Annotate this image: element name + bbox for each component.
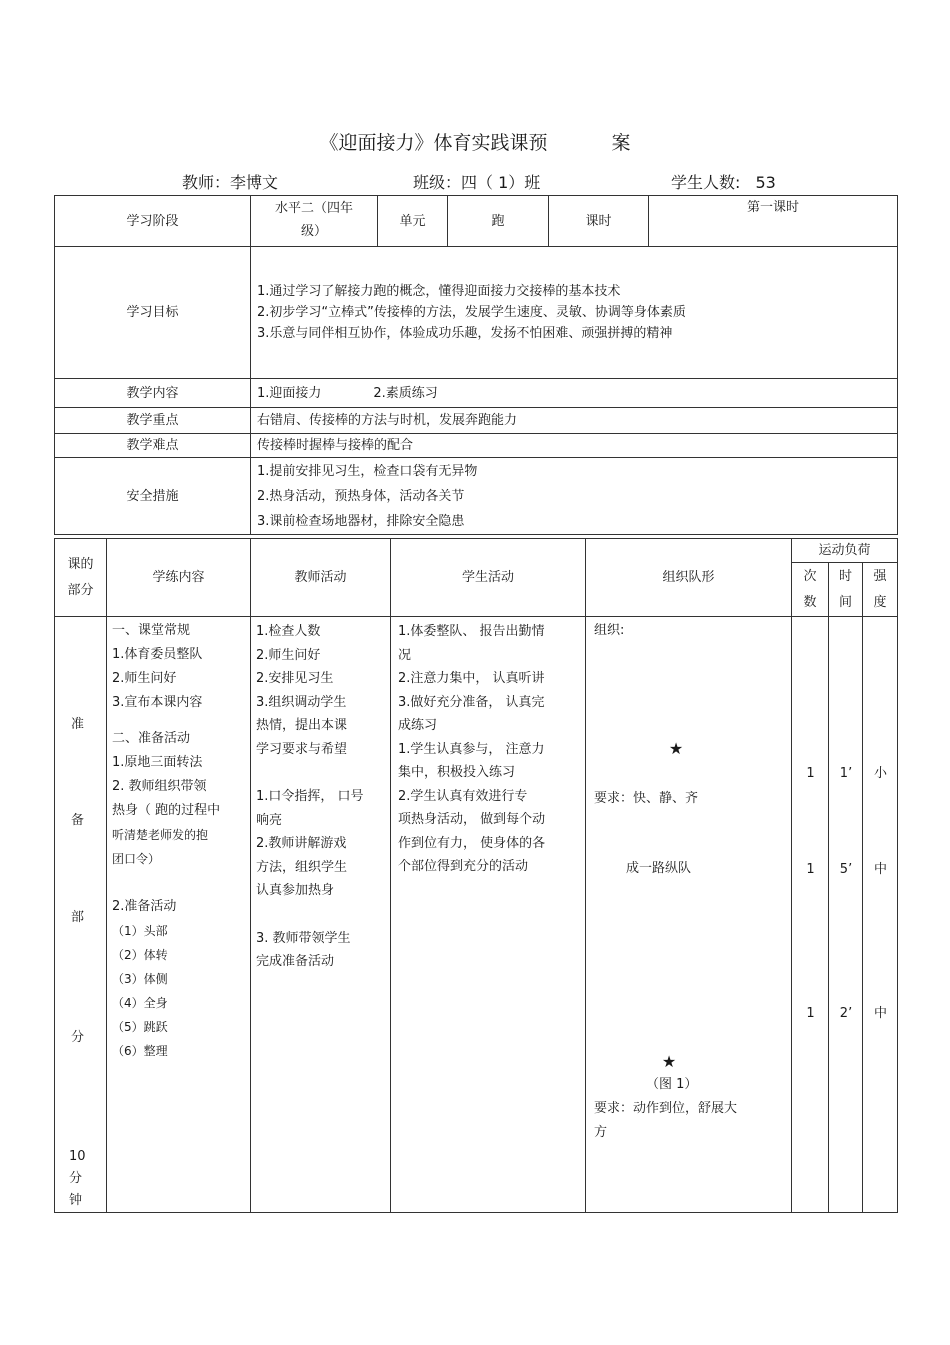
title-tail: 案 bbox=[611, 132, 631, 154]
student-activity-cell bbox=[391, 617, 586, 1213]
stage-value: 水平二（四年 级） bbox=[251, 196, 378, 247]
content-value: 1.迎面接力 2.素质练习 bbox=[251, 379, 898, 408]
difficulty-label: 教学难点 bbox=[55, 434, 251, 458]
safety-label: 安全措施 bbox=[55, 458, 251, 535]
student-line: 集中，积极投入练习 bbox=[398, 765, 516, 780]
goal-item: 1.通过学习了解接力跑的概念，懂得迎面接力交接棒的基本技术 bbox=[257, 284, 621, 299]
teacher-line: 响亮 bbox=[256, 812, 283, 828]
title-main: 《迎面接力》体育实践课预 bbox=[319, 132, 548, 154]
practice-line: （5）跳跃 bbox=[112, 1020, 168, 1034]
formation-requirement-2: 要求：动作到位，舒展大 方 bbox=[594, 1101, 738, 1140]
practice-line: 1.原地三面转法 bbox=[112, 755, 203, 770]
student-line: 2.注意力集中， 认真听讲 bbox=[398, 671, 545, 686]
difficulty-value: 传接棒时握棒与接棒的配合 bbox=[251, 434, 898, 458]
practice-line: 2.准备活动 bbox=[112, 899, 177, 914]
teacher-line bbox=[256, 903, 390, 927]
safety-item: 3.课前检查场地器材，排除安全隐患 bbox=[257, 513, 465, 529]
teacher-line: 热情，提出本课 bbox=[256, 718, 348, 733]
safety-item: 2.热身活动，预热身体，活动各关节 bbox=[257, 488, 465, 504]
goals-list bbox=[251, 247, 898, 379]
teacher-line: 完成准备活动 bbox=[256, 954, 335, 969]
header-intensity: 强 度 bbox=[863, 563, 898, 617]
unit-value: 跑 bbox=[448, 196, 549, 247]
teacher-line: 方法，组织学生 bbox=[256, 859, 348, 875]
practice-line: （1）头部 bbox=[112, 924, 168, 938]
header-formation: 组织队形 bbox=[586, 539, 792, 617]
teacher-line: 2.安排见习生 bbox=[256, 671, 334, 686]
document-title bbox=[0, 128, 950, 155]
student-line: 项热身活动， 做到每个动 bbox=[398, 812, 546, 827]
load-times: 1 bbox=[806, 766, 815, 781]
teacher-line: 2.教师讲解游戏 bbox=[256, 836, 347, 851]
teacher-line: 1.口令指挥， 口号 bbox=[256, 789, 364, 804]
unit-label: 单元 bbox=[378, 196, 448, 247]
class-info: 班级：四（ 1）班 bbox=[413, 173, 541, 192]
content-label: 教学内容 bbox=[55, 379, 251, 408]
goal-item: 2.初步学习“立棒式”传接棒的方法，发展学生速度、灵敏、协调等身体素质 bbox=[257, 305, 686, 320]
student-line: 成练习 bbox=[398, 718, 438, 733]
stage-label: 学习阶段 bbox=[55, 196, 251, 247]
practice-line: 听清楚老师发的抱 bbox=[112, 828, 209, 842]
student-line: 1.体委整队、 报告出勤情 bbox=[398, 624, 545, 639]
practice-line bbox=[112, 871, 250, 895]
teacher-activity-cell bbox=[251, 617, 391, 1213]
student-count bbox=[671, 170, 776, 193]
load-intensity: 小 bbox=[873, 766, 887, 781]
practice-line: 一、课堂常规 bbox=[112, 623, 191, 638]
goal-item: 3.乐意与同伴相互协作，体验成功乐趣，发扬不怕困难、顽强拼搏的精神 bbox=[257, 326, 673, 341]
part-char: 准 bbox=[71, 717, 85, 732]
safety-item: 1.提前安排见习生，检查口袋有无异物 bbox=[257, 463, 478, 479]
student-line: 2.学生认真有效进行专 bbox=[398, 788, 528, 804]
load-time: 1’ bbox=[839, 766, 853, 781]
student-count-label: 学生人数: bbox=[671, 173, 741, 192]
teacher-line: 3.组织调动学生 bbox=[256, 694, 347, 710]
teacher-line: 认真参加热身 bbox=[256, 883, 335, 898]
practice-line: 2. 教师组织带领 bbox=[112, 779, 207, 794]
safety-list bbox=[251, 458, 898, 535]
period-label: 课时 bbox=[549, 196, 649, 247]
part-char: 部 bbox=[71, 910, 85, 925]
practice-line: （2）体转 bbox=[112, 948, 168, 962]
practice-line: （3）体侧 bbox=[112, 972, 168, 986]
load-time-cell bbox=[829, 617, 863, 1213]
student-line: 1.学生认真参与， 注意力 bbox=[398, 741, 545, 757]
header-practice: 学练内容 bbox=[107, 539, 251, 617]
practice-line bbox=[112, 715, 250, 727]
header-time: 时 间 bbox=[829, 563, 863, 617]
star-icon: ★ bbox=[668, 739, 684, 758]
key-point-value: 右错肩、传接棒的方法与时机，发展奔跑能力 bbox=[251, 408, 898, 434]
student-line: 3.做好充分准备， 认真完 bbox=[398, 694, 545, 710]
teacher-line: 学习要求与希望 bbox=[256, 741, 348, 757]
formation-org-label: 组织: bbox=[594, 623, 625, 638]
load-intensity: 中 bbox=[873, 862, 887, 877]
practice-line: （4）全身 bbox=[112, 996, 168, 1010]
load-intensity-cell bbox=[863, 617, 898, 1213]
student-line: 作到位有力， 使身体的各 bbox=[398, 835, 546, 851]
student-count-value: 53 bbox=[755, 173, 776, 192]
header-part: 课的 部分 bbox=[55, 539, 107, 617]
student-line: 况 bbox=[398, 647, 412, 663]
part-cell bbox=[55, 617, 107, 1213]
practice-line: 2.师生问好 bbox=[112, 671, 177, 686]
formation-cell bbox=[586, 617, 792, 1213]
practice-line: 热身（ 跑的过程中 bbox=[112, 803, 221, 818]
teacher-line: 2.师生问好 bbox=[256, 647, 321, 663]
load-time: 2’ bbox=[839, 1006, 853, 1021]
formation-line-label: 成一路纵队 bbox=[626, 861, 692, 876]
figure-caption: （图 1） bbox=[646, 1077, 698, 1092]
load-time: 5’ bbox=[839, 862, 853, 877]
teacher-line: 1.检查人数 bbox=[256, 624, 321, 639]
practice-cell bbox=[107, 617, 251, 1213]
load-intensity: 中 bbox=[873, 1006, 887, 1021]
star-icon: ★ bbox=[661, 1052, 677, 1071]
period-value: 第一课时 bbox=[649, 196, 898, 247]
load-times-cell bbox=[792, 617, 829, 1213]
practice-line: 1.体育委员整队 bbox=[112, 647, 203, 662]
practice-line: （6）整理 bbox=[112, 1044, 168, 1058]
teacher-name: 教师：李博文 bbox=[182, 173, 279, 192]
key-point-label: 教学重点 bbox=[55, 408, 251, 434]
part-time: 10 分 钟 bbox=[69, 1149, 86, 1208]
practice-line: 二、准备活动 bbox=[112, 731, 191, 746]
header-student: 学生活动 bbox=[391, 539, 586, 617]
goals-label: 学习目标 bbox=[55, 247, 251, 379]
part-char: 分 bbox=[71, 1030, 85, 1045]
header-times: 次 数 bbox=[792, 563, 829, 617]
teacher-line bbox=[256, 761, 390, 785]
student-line: 个部位得到充分的活动 bbox=[398, 859, 529, 874]
lesson-plan-table bbox=[54, 538, 898, 1213]
part-char: 备 bbox=[71, 813, 85, 828]
load-times: 1 bbox=[806, 862, 815, 877]
formation-requirement-1: 要求：快、静、齐 bbox=[594, 791, 699, 806]
header-load: 运动负荷 bbox=[792, 539, 898, 563]
load-times: 1 bbox=[806, 1006, 815, 1021]
header-teacher: 教师活动 bbox=[251, 539, 391, 617]
practice-line: 团口令） bbox=[112, 852, 161, 866]
practice-line: 3.宣布本课内容 bbox=[112, 695, 203, 710]
teacher-line: 3. 教师带领学生 bbox=[256, 930, 351, 946]
lesson-info-table bbox=[54, 195, 898, 535]
